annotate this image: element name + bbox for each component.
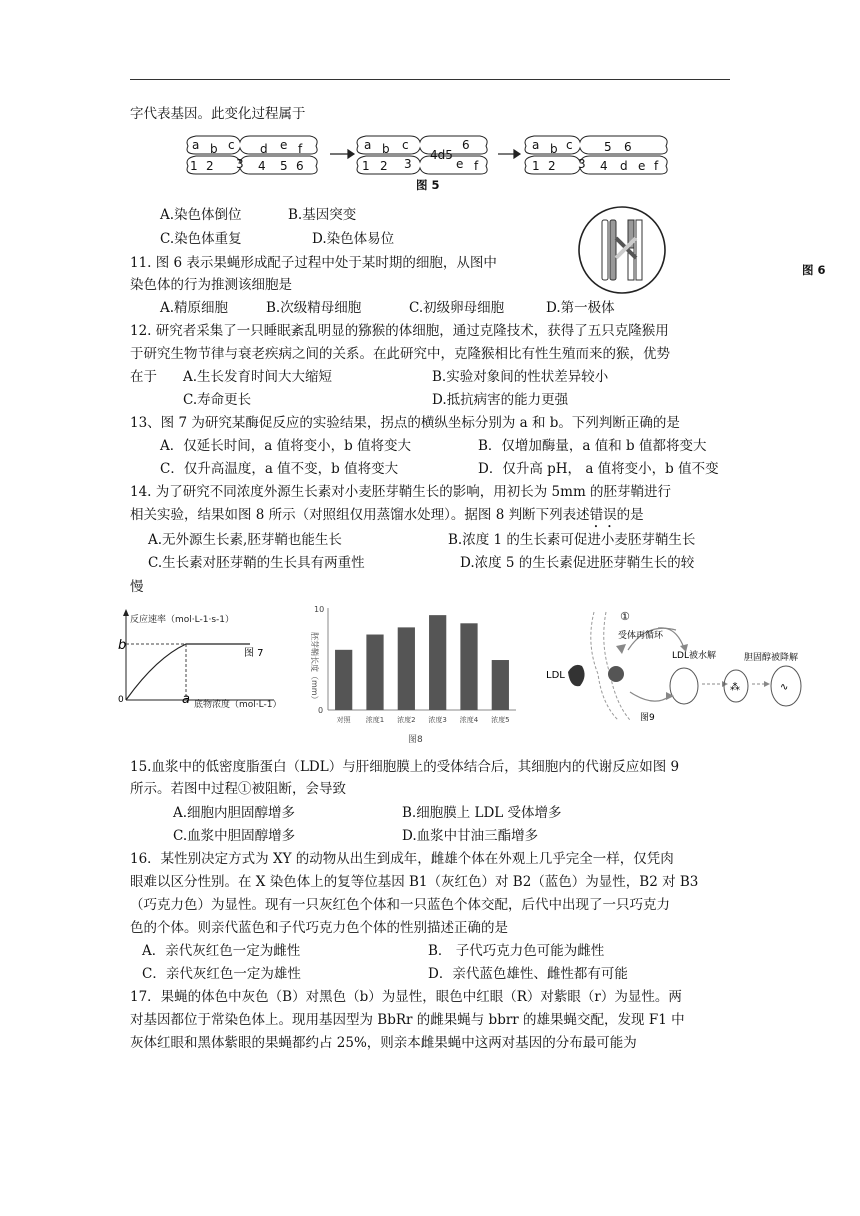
q14-line2-pre: 相关实验，结果如图 8 所示（对照组仅用蒸馏水处理）。据图 8 判断下列表述 bbox=[130, 507, 590, 523]
fig8-bar-5 bbox=[492, 660, 509, 710]
q12-option-a: A.生长发育时间大大缩短 bbox=[183, 369, 333, 385]
gene-label: f bbox=[654, 159, 659, 173]
gene-label: f bbox=[474, 159, 479, 173]
fig7-origin: 0 bbox=[118, 695, 124, 705]
q13-option-c: C．仅升高温度，a 值不变，b 值将变大 bbox=[160, 461, 399, 477]
q14-option-a: A.无外源生长素,胚芽鞘也能生长 bbox=[148, 532, 342, 548]
q16-line4: 色的个体。则亲代蓝色和子代巧克力色个体的性别描述正确的是 bbox=[130, 920, 508, 936]
q15-line1: 15.血浆中的低密度脂蛋白（LDL）与肝细胞膜上的受体结合后，其细胞内的代谢反应如图 9 bbox=[130, 759, 680, 775]
gene-label: b bbox=[210, 142, 218, 156]
fig8-bar-0 bbox=[335, 650, 352, 710]
q16-option-a: A．亲代灰红色一定为雌性 bbox=[142, 943, 301, 959]
fig8-bar-1 bbox=[366, 635, 383, 710]
fig8-category-label: 浓度4 bbox=[459, 716, 479, 724]
q11-option-c: C.初级卵母细胞 bbox=[409, 300, 505, 316]
gene-label: b bbox=[382, 142, 390, 156]
q11-option-b: B.次级精母细胞 bbox=[266, 300, 362, 316]
q10-option-d: D.染色体易位 bbox=[312, 231, 395, 247]
q11-line2: 染色体的行为推测该细胞是 bbox=[130, 277, 292, 293]
q16-line1: 16．某性别决定方式为 XY 的动物从出生到成年，雌雄个体在外观上几乎完全一样，仅凭肉 bbox=[130, 851, 674, 867]
q12-option-d: D.抵抗病害的能力更强 bbox=[432, 392, 569, 408]
header-rule bbox=[130, 79, 730, 80]
gene-label: 2 bbox=[548, 159, 556, 173]
q14-line2-post: 的是 bbox=[616, 507, 644, 523]
q11-line1: 11. 图 6 表示果蝇形成配子过程中处于某时期的细胞，从图中 bbox=[130, 255, 497, 271]
q10-option-a: A.染色体倒位 bbox=[160, 207, 242, 223]
gene-label: a bbox=[192, 138, 200, 152]
gene-label: 1 bbox=[532, 159, 540, 173]
figure-9 bbox=[546, 604, 818, 724]
q17-line3: 灰体红眼和黑体紫眼的果蝇都约占 25%，则亲本雌果蝇中这两对基因的分布最可能为 bbox=[130, 1035, 637, 1051]
q14-line1: 14. 为了研究不同浓度外源生长素对小麦胚芽鞘生长的影响，用初长为 5mm 的胚芽鞘进行 bbox=[130, 484, 672, 500]
q15-option-d: D.血浆中甘油三酯增多 bbox=[402, 828, 539, 844]
figure-6 bbox=[576, 204, 668, 296]
q13-option-a: A．仅延长时间，a 值将变小，b 值将变大 bbox=[160, 438, 412, 454]
gene-label: e bbox=[280, 138, 288, 152]
fig8-category-label: 对照 bbox=[336, 716, 351, 724]
fig8-category-label: 浓度3 bbox=[428, 716, 447, 724]
q16-option-d: D．亲代蓝色雄性、雌性都有可能 bbox=[428, 966, 628, 982]
figure-7 bbox=[116, 606, 296, 716]
q16-option-b: B． 子代巧克力色可能为雌性 bbox=[428, 943, 605, 959]
fig7-caption: 图 7 bbox=[244, 648, 264, 659]
fig8-ytick-top: 10 bbox=[314, 605, 325, 614]
gene-label: e bbox=[456, 157, 464, 171]
q10-option-b: B.基因突变 bbox=[288, 207, 357, 223]
fig9-caption: 图9 bbox=[640, 713, 655, 723]
gene-label: d bbox=[620, 159, 628, 173]
q15-option-b: B.细胞膜上 LDL 受体增多 bbox=[402, 805, 562, 821]
q10-option-c: C.染色体重复 bbox=[160, 231, 242, 247]
q16-line3: （巧克力色）为显性。现有一只灰红色个体和一只蓝色个体交配，后代中出现了一只巧克力 bbox=[130, 897, 670, 913]
q14-option-d: D.浓度 5 的生长素促进胚芽鞘生长的较 bbox=[460, 555, 695, 571]
fig9-ldl-label: LDL bbox=[546, 670, 565, 681]
q15-option-a: A.细胞内胆固醇增多 bbox=[173, 805, 296, 821]
gene-label: c bbox=[402, 138, 409, 152]
q16-line2: 眼难以区分性别。在 X 染色体上的复等位基因 B1（灰红色）对 B2（蓝色）为显性，B2 对 B3 bbox=[130, 874, 699, 890]
q11-option-d: D.第一极体 bbox=[546, 300, 615, 316]
q14-option-c: C.生长素对胚芽鞘的生长具有两重性 bbox=[148, 555, 365, 571]
gene-label: c bbox=[566, 138, 573, 152]
fig8-caption: 图8 bbox=[408, 735, 423, 745]
fig8-bar-4 bbox=[460, 623, 477, 710]
fig8-bar-2 bbox=[398, 627, 415, 710]
figure-6-caption: 图 6 bbox=[802, 263, 826, 277]
gene-label: 4 bbox=[258, 159, 266, 173]
gene-label: 5 bbox=[604, 140, 612, 154]
q12-line1: 12. 研究者采集了一只睡眠紊乱明显的猕猴的体细胞，通过克隆技术，获得了五只克隆猴用 bbox=[130, 323, 669, 339]
gene-label: 3 bbox=[578, 157, 586, 171]
gene-label: 6 bbox=[624, 140, 632, 154]
squiggle-icon: ⁂ bbox=[730, 682, 740, 693]
gene-label: 4d5 bbox=[430, 148, 453, 162]
q14-line2 bbox=[130, 505, 644, 531]
q15-line2: 所示。若图中过程①被阻断，会导致 bbox=[130, 781, 346, 797]
q12-line3-lead: 在于 bbox=[130, 369, 157, 385]
fig9-hydrolysis-label: LDL被水解 bbox=[672, 651, 716, 661]
fig8-category-label: 浓度1 bbox=[365, 716, 385, 724]
q13-option-d: D．仅升高 pH， a 值将变小，b 值不变 bbox=[478, 461, 719, 477]
q14-option-d-cont: 慢 bbox=[130, 579, 144, 595]
fig7-xlabel: 底物浓度（mol·L-1） bbox=[194, 700, 282, 710]
gene-label: 3 bbox=[404, 157, 412, 171]
gene-label: 2 bbox=[206, 159, 214, 173]
gene-label: 1 bbox=[362, 159, 370, 173]
gene-label: 4 bbox=[600, 159, 608, 173]
gene-label: b bbox=[550, 142, 558, 156]
gene-label: 2 bbox=[380, 159, 388, 173]
fig9-degrade-label: 胆固醇被降解 bbox=[744, 653, 799, 663]
q12-line2: 于研究生物节律与衰老疾病之间的关系。在此研究中，克隆猴相比有性生殖而来的猴，优势 bbox=[130, 346, 670, 362]
q15-option-c: C.血浆中胆固醇增多 bbox=[173, 828, 296, 844]
gene-label: 5 bbox=[280, 159, 288, 173]
fig9-recycle-label: 受体再循环 bbox=[618, 631, 664, 641]
gene-label: 6 bbox=[296, 159, 304, 173]
gene-label: d bbox=[260, 142, 268, 156]
gene-label: a bbox=[364, 138, 372, 152]
fig9-step1: ① bbox=[620, 610, 630, 623]
squiggle-icon: ∿ bbox=[780, 682, 789, 693]
gene-label: 3 bbox=[236, 157, 244, 171]
fig8-bar-3 bbox=[429, 615, 446, 710]
gene-label: a bbox=[532, 138, 540, 152]
q11-option-a: A.精原细胞 bbox=[160, 300, 229, 316]
q16-option-c: C．亲代灰红色一定为雄性 bbox=[142, 966, 301, 982]
gene-label: f bbox=[298, 142, 303, 156]
fig8-category-label: 浓度2 bbox=[397, 716, 416, 724]
fig7-a-label: a bbox=[182, 692, 190, 707]
fig7-b-label: b bbox=[118, 638, 127, 653]
q14-emphasis: 错误 bbox=[589, 507, 617, 523]
q13-option-b: B．仅增加酶量，a 值和 b 值都将变大 bbox=[478, 438, 707, 454]
fig8-ylabel: 胚芽鞘长度（mm） bbox=[310, 632, 319, 704]
intro-line: 字代表基因。此变化过程属于 bbox=[130, 106, 306, 122]
q12-option-b: B.实验对象间的性状差异较小 bbox=[432, 369, 609, 385]
gene-label: 6 bbox=[462, 138, 470, 152]
gene-label: c bbox=[228, 138, 235, 152]
gene-label: 1 bbox=[190, 159, 198, 173]
q12-option-c: C.寿命更长 bbox=[183, 392, 252, 408]
q13-line1: 13、图 7 为研究某酶促反应的实验结果，拐点的横纵坐标分别为 a 和 b。下列判断正确的是 bbox=[130, 415, 680, 431]
q17-line1: 17．果蝇的体色中灰色（B）对黑色（b）为显性，眼色中红眼（R）对紫眼（r）为显性。两 bbox=[130, 989, 682, 1005]
fig8-ytick-zero: 0 bbox=[318, 706, 324, 715]
q14-option-b: B.浓度 1 的生长素可促进小麦胚芽鞘生长 bbox=[448, 532, 696, 548]
fig8-category-label: 浓度5 bbox=[491, 716, 510, 724]
figure-8-chart bbox=[300, 600, 520, 750]
gene-label: e bbox=[638, 159, 646, 173]
fig7-ylabel: 反应速率（mol·L-1·s-1） bbox=[130, 615, 234, 625]
figure-5-caption: 图 5 bbox=[416, 178, 440, 192]
q17-line2: 对基因都位于常染色体上。现用基因型为 BbRr 的雌果蝇与 bbrr 的雄果蝇交配，发现 F1 中 bbox=[130, 1012, 685, 1028]
